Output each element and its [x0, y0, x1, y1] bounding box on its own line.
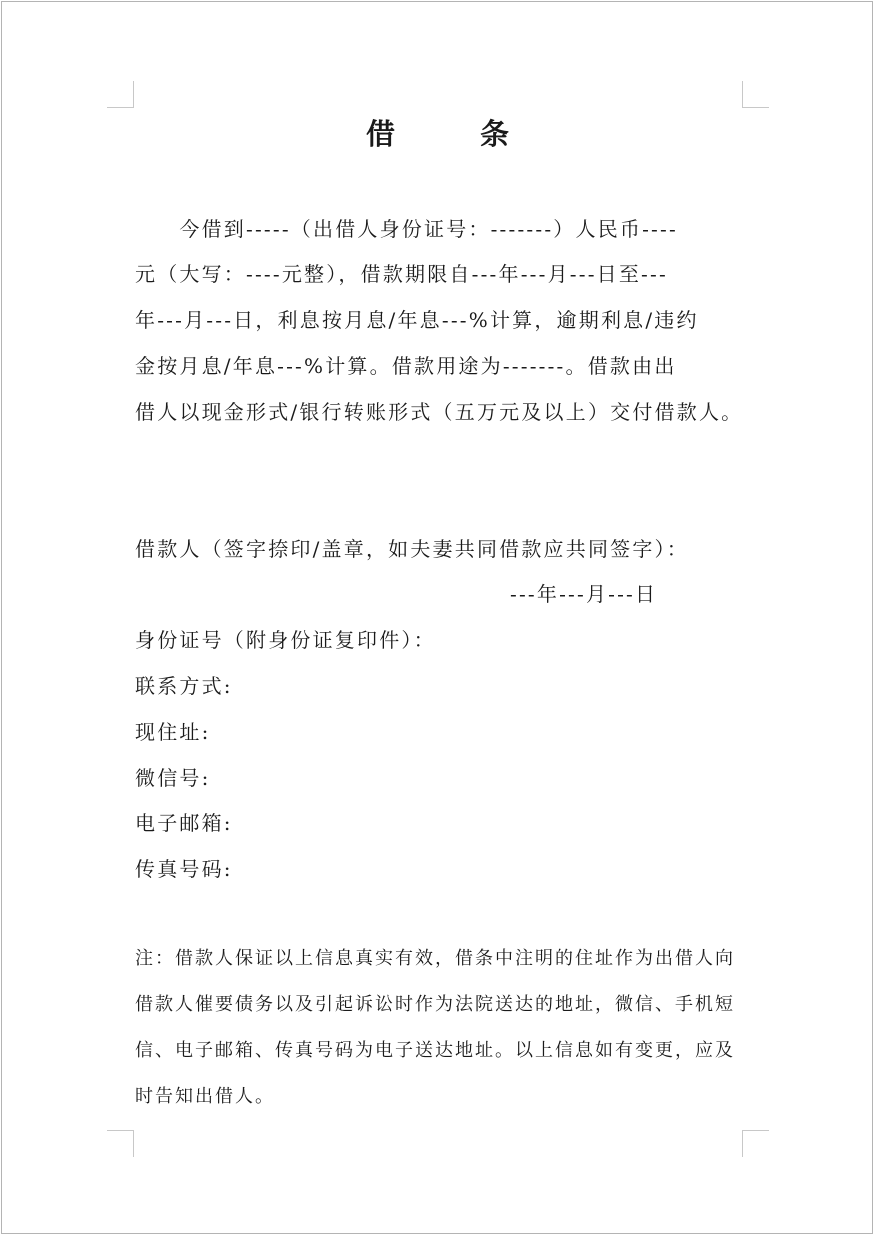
body-line: 借人以现金形式/银行转账形式（五万元及以上）交付借款人。 [135, 400, 744, 424]
margin-corner-mark-top-left [107, 81, 134, 108]
field-id-number: 身份证号（附身份证复印件）： [135, 628, 436, 652]
margin-corner-mark-bottom-left [107, 1130, 134, 1157]
note-line: 时告知出借人。 [135, 1086, 275, 1107]
body-line: 年---月---日，利息按月息/年息---%计算，逾期利息/违约 [135, 308, 699, 332]
field-fax: 传真号码: [135, 857, 233, 881]
field-address: 现住址: [135, 720, 211, 744]
field-wechat: 微信号: [135, 766, 211, 790]
note-line: 信、电子邮箱、传真号码为电子送达地址。以上信息如有变更，应及 [135, 1040, 735, 1061]
signature-date-line: ---年---月---日 [510, 582, 658, 606]
borrower-signature-label: 借款人（签字捺印/盖章，如夫妻共同借款应共同签字）： [135, 537, 689, 561]
margin-corner-mark-top-right [742, 81, 769, 108]
document-title: 借 条 [365, 117, 537, 151]
field-contact: 联系方式: [135, 674, 233, 698]
margin-corner-mark-bottom-right [742, 1130, 769, 1157]
note-line: 注：借款人保证以上信息真实有效，借条中注明的住址作为出借人向 [135, 948, 735, 969]
note-line: 借款人催要债务以及引起诉讼时作为法院送达的地址，微信、手机短 [135, 994, 735, 1015]
field-email: 电子邮箱: [135, 811, 233, 835]
body-line: 金按月息/年息---%计算。借款用途为-------。借款由出 [135, 354, 677, 378]
body-line: 今借到-----（出借人身份证号：-------）人民币---- [135, 217, 678, 241]
body-line: 元（大写：----元整），借款期限自---年---月---日至--- [135, 262, 668, 286]
